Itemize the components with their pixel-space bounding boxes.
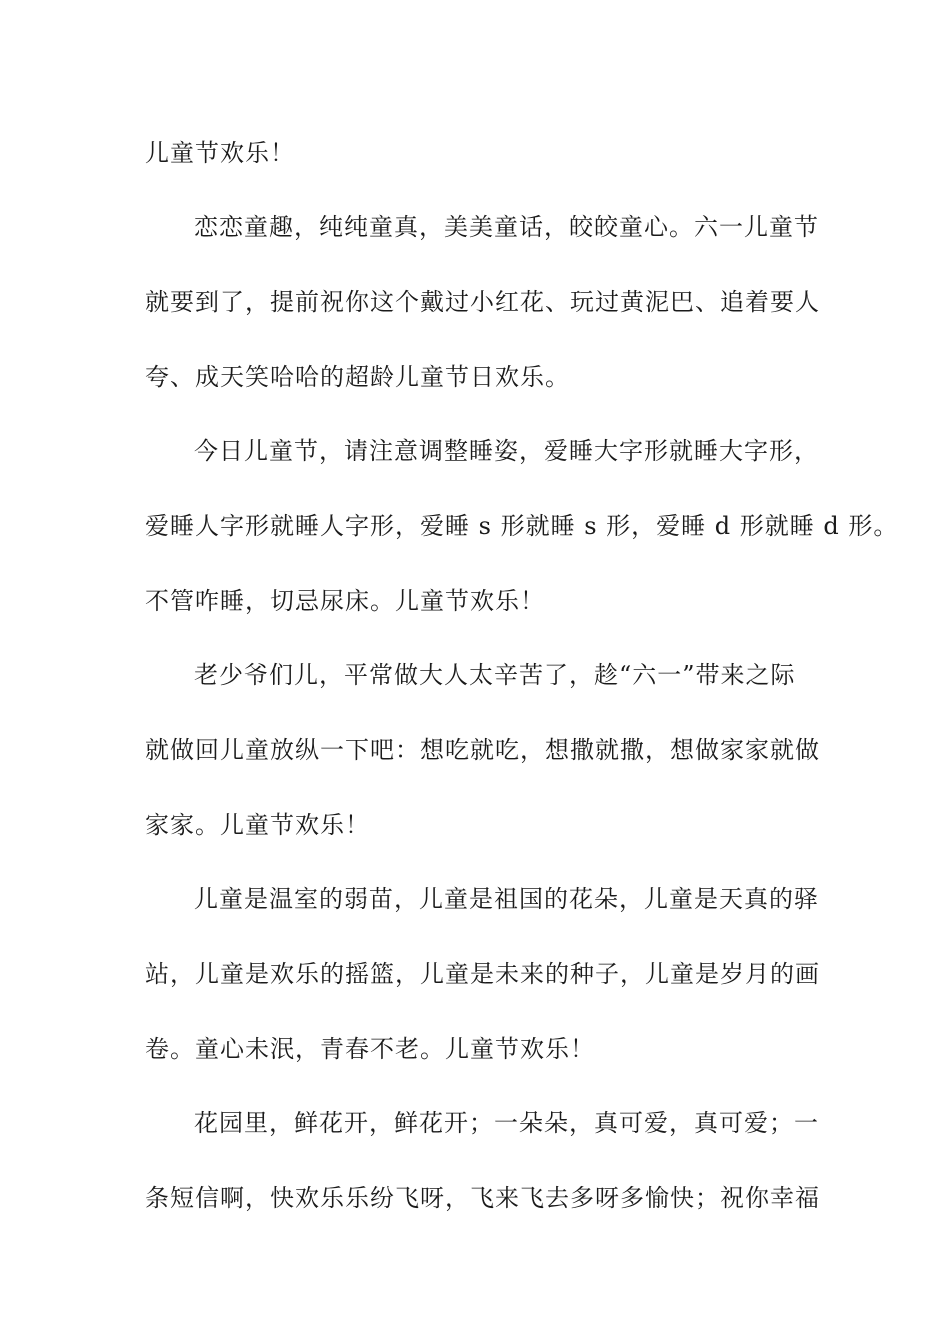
paragraph-first-line: 花园里，鲜花开，鲜花开；一朵朵，真可爱，真可爱；一 xyxy=(194,1109,819,1137)
text-line: 夸、成天笑哈哈的超龄儿童节日欢乐。 xyxy=(145,363,570,391)
text-line: 家家。儿童节欢乐！ xyxy=(145,811,370,839)
text-line: 站，儿童是欢乐的摇篮，儿童是未来的种子，儿童是岁月的画 xyxy=(145,960,820,988)
text-line: 卷。童心未泯，青春不老。儿童节欢乐！ xyxy=(145,1035,595,1063)
paragraph-first-line: 老少爷们儿，平常做大人太辛苦了，趁“六一”带来之际 xyxy=(194,661,796,689)
paragraph-first-line: 恋恋童趣，纯纯童真，美美童话，皎皎童心。六一儿童节 xyxy=(194,213,819,241)
paragraph-first-line: 今日儿童节，请注意调整睡姿，爱睡大字形就睡大字形， xyxy=(194,437,819,465)
text-line: 儿童节欢乐！ xyxy=(145,139,295,167)
text-line: 爱睡人字形就睡人字形，爱睡 s 形就睡 s 形，爱睡 d 形就睡 d 形。 xyxy=(145,512,899,540)
text-line: 不管咋睡，切忌尿床。儿童节欢乐！ xyxy=(145,587,545,615)
text-line: 就做回儿童放纵一下吧：想吃就吃，想撒就撒，想做家家就做 xyxy=(145,736,820,764)
text-line: 条短信啊，快欢乐乐纷飞呀，飞来飞去多呀多愉快；祝你幸福 xyxy=(145,1184,820,1212)
paragraph-first-line: 儿童是温室的弱苗，儿童是祖国的花朵，儿童是天真的驿 xyxy=(194,885,819,913)
text-line: 就要到了，提前祝你这个戴过小红花、玩过黄泥巴、追着要人 xyxy=(145,288,820,316)
